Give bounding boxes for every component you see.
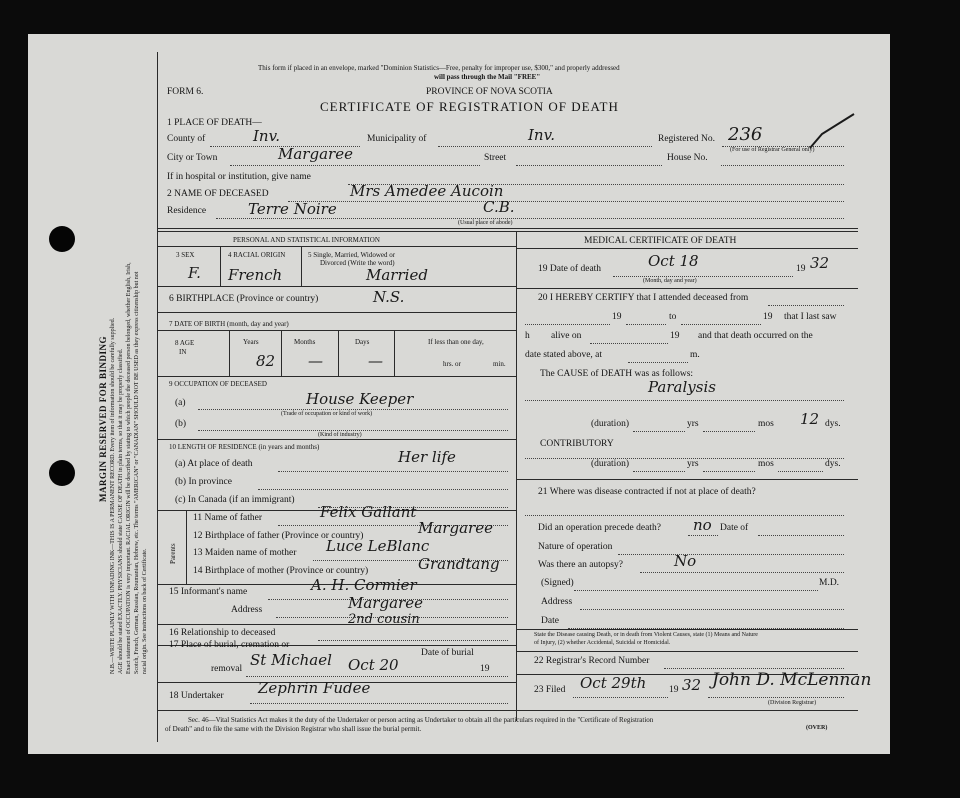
mother-value: Luce LeBlanc: [326, 537, 430, 555]
county-value: Inv.: [253, 127, 281, 145]
death-date-note: (Month, day and year): [643, 278, 697, 284]
years-value: 82: [256, 352, 276, 370]
duration-label: (duration): [591, 419, 629, 429]
months-value: —: [308, 352, 323, 370]
death-year-prefix: 19: [796, 264, 806, 274]
undertaker-value: Zephrin Fudee: [258, 679, 371, 697]
yrs-label-2: yrs: [687, 459, 699, 469]
municipality-value: Inv.: [528, 126, 556, 144]
in-canada-label: (c) In Canada (if an immigrant): [175, 495, 295, 505]
mother-label: 13 Maiden name of mother: [193, 548, 297, 558]
less-than-day-label: If less than one day,: [428, 338, 484, 346]
filed-year-value: 32: [682, 676, 702, 694]
footer-over: (OVER): [806, 725, 828, 731]
in-province-label: (b) In province: [175, 477, 232, 487]
header-notice: This form if placed in an envelope, marked "Dominion Statistics—Free, penalty for improper use, $300," and properly addressed: [258, 64, 620, 72]
cause-label: The CAUSE of DEATH was as follows:: [540, 369, 694, 379]
death-date-label: 19 Date of death: [538, 264, 602, 274]
dys-label-2: dys.: [825, 459, 841, 469]
occ-a-note: (Trade of occupation or kind of work): [281, 411, 373, 417]
days-value: —: [368, 352, 383, 370]
sex-label: 3 SEX: [176, 251, 195, 259]
registered-note: (For use of Registrar General only): [730, 147, 815, 153]
father-value: Felix Gallant: [320, 503, 417, 521]
to-19: 19: [763, 312, 773, 322]
filed-year-prefix: 19: [669, 685, 679, 695]
margin-note-3: Exact statement of OCCUPATION is very important. RACIAL ORIGIN will be described by stating to which people the deceased person belonged, whether English, Irish,: [126, 262, 132, 674]
county-label: County of: [167, 134, 206, 144]
contributory-label: CONTRIBUTORY: [540, 439, 614, 449]
city-value: Margaree: [278, 145, 353, 163]
days-label: Days: [355, 338, 370, 346]
h-alive: h: [525, 331, 530, 341]
province: PROVINCE OF NOVA SCOTIA: [426, 87, 553, 97]
alive-on: alive on: [551, 331, 582, 341]
duration-label-2: (duration): [591, 459, 629, 469]
deceased-name-label: 2 NAME OF DECEASED: [167, 189, 269, 199]
street-label: Street: [484, 153, 507, 163]
mos-label-2: mos: [758, 459, 774, 469]
margin-note-5: racial origin. See instructions on back of Certificate.: [142, 548, 148, 674]
racial-label: 4 RACIAL ORIGIN: [228, 251, 286, 259]
informant-value: A. H. Cormier: [311, 576, 417, 594]
mos-value: 12: [800, 410, 820, 428]
death-occurred: and that death occurred on the: [698, 331, 813, 341]
alive-19: 19: [670, 331, 680, 341]
operation-label: Did an operation precede death?: [538, 523, 661, 533]
age-in: IN: [179, 348, 187, 356]
occ-b-note: (Kind of industry): [318, 432, 362, 438]
operation-value: no: [693, 516, 712, 534]
father-birthplace-value: Margaree: [418, 519, 493, 537]
residence-note: (Usual place of abode): [458, 220, 513, 226]
burial-date-label: Date of burial: [421, 648, 474, 658]
house-label: House No.: [667, 153, 708, 163]
binding-hole-bottom: [49, 460, 75, 486]
header-notice-2: will pass through the Mail "FREE": [434, 73, 541, 81]
relationship-label: 16 Relationship to deceased: [169, 628, 276, 638]
deceased-name-value: Mrs Amedee Aucoin: [350, 182, 504, 200]
informant-label: 15 Informant's name: [169, 587, 248, 597]
margin-note-4: Scotch, French, German, Russian, Roumanian, Hebrew, etc. The terms "AMERICAN" or "CANADIAN" SHOULD NOT BE USED as they express citizenship but not: [134, 271, 140, 674]
from-19: 19: [612, 312, 622, 322]
occ-b: (b): [175, 419, 187, 429]
dys-label: dys.: [825, 419, 841, 429]
at-place-label: (a) At place of death: [175, 459, 253, 469]
certify-line: 20 I HEREBY CERTIFY that I attended deceased from: [538, 293, 749, 303]
medical-heading: MEDICAL CERTIFICATE OF DEATH: [584, 236, 737, 246]
min-label: min.: [493, 360, 506, 368]
where-contracted-label: 21 Where was disease contracted if not at place of death?: [538, 487, 756, 497]
form-number: FORM 6.: [167, 87, 204, 97]
occ-a: (a): [175, 398, 186, 408]
dob-label: 7 DATE OF BIRTH (month, day and year): [169, 320, 289, 328]
hospital-label: If in hospital or institution, give name: [167, 172, 311, 182]
parents-label: Parents: [169, 543, 177, 564]
division-registrar: (Division Registrar): [768, 700, 817, 706]
record-number-label: 22 Registrar's Record Number: [534, 656, 650, 666]
cause-value: Paralysis: [648, 378, 716, 396]
margin-binding-label: MARGIN RESERVED FOR BINDING: [98, 336, 108, 502]
personal-heading: PERSONAL AND STATISTICAL INFORMATION: [233, 236, 380, 244]
certificate-title: CERTIFICATE OF REGISTRATION OF DEATH: [320, 99, 619, 114]
at-place-value: Her life: [398, 448, 456, 466]
disease-note: State the Disease causing Death, or in death from Violent Causes, state (1) Means and Nature: [534, 632, 758, 638]
margin-note-2: AGE should be stated EXACTLY. PHYSICIANS should state CAUSE OF DEATH in plain terms, so that it may be properly classified.: [118, 348, 124, 674]
physician-address-label: Address: [541, 597, 573, 607]
to-label: to: [669, 312, 677, 322]
burial-place-label: 17 Place of burial, cremation or: [169, 640, 290, 650]
registered-check-mark: [804, 112, 860, 152]
registrar-signature: John D. McLennan: [712, 670, 872, 690]
filed-label: 23 Filed: [534, 685, 566, 695]
residence-label: Residence: [167, 206, 207, 216]
footer-note: Sec. 46—Vital Statistics Act makes it the duty of the Undertaker or person acting as Undertaker to obtain all the particulars required in the "Certificate of Registration: [188, 716, 654, 724]
autopsy-value: No: [674, 552, 697, 570]
father-birthplace-label: 12 Birthplace of father (Province or country): [193, 531, 364, 541]
marital-value: Married: [366, 266, 428, 284]
racial-value: French: [228, 266, 283, 284]
birthplace-label: 6 BIRTHPLACE (Province or country): [169, 294, 319, 304]
death-date-value: Oct 18: [648, 252, 699, 270]
footer-note-2: of Death" and to file the same with the Division Registrar who shall issue the burial permit.: [165, 725, 422, 733]
informant-address-label: Address: [231, 605, 263, 615]
city-label: City or Town: [167, 153, 218, 163]
filed-value: Oct 29th: [580, 674, 647, 692]
sex-value: F.: [188, 264, 201, 282]
mother-birthplace-value: Grandtang: [418, 555, 500, 573]
months-label: Months: [294, 338, 316, 346]
municipality-label: Municipality of: [367, 134, 427, 144]
occupation-value: House Keeper: [306, 390, 414, 408]
place-heading: 1 PLACE OF DEATH—: [167, 118, 262, 128]
mother-birthplace-label: 14 Birthplace of mother (Province or country): [193, 566, 369, 576]
undertaker-label: 18 Undertaker: [169, 691, 224, 701]
residence-value: Terre Noire: [248, 200, 337, 218]
yrs-label: yrs: [687, 419, 699, 429]
mos-label: mos: [758, 419, 774, 429]
birthplace-value: N.S.: [373, 288, 405, 306]
hrs-label: hrs. or: [443, 360, 461, 368]
informant-address-value: Margaree: [348, 594, 423, 612]
registered-value: 236: [728, 124, 763, 145]
residence-value-2: C.B.: [483, 198, 515, 216]
years-label: Years: [243, 338, 259, 346]
burial-place-label-2: removal: [211, 664, 243, 674]
binding-hole-top: [49, 226, 75, 252]
death-year-value: 32: [810, 254, 830, 272]
marital-label: 5 Single, Married, Widowed or: [308, 251, 396, 259]
marital-label-2: Divorced (Write the word): [320, 259, 395, 267]
md-label: M.D.: [819, 578, 840, 588]
physician-date-label: Date: [541, 616, 559, 626]
burial-year: 19: [480, 664, 490, 674]
signed-label: (Signed): [541, 578, 574, 588]
nature-of-operation-label: Nature of operation: [538, 542, 613, 552]
residence-length-label: 10 LENGTH OF RESIDENCE (in years and months): [169, 443, 320, 451]
date-of-label: Date of: [720, 523, 749, 533]
m-label: m.: [690, 350, 700, 360]
occupation-label: 9 OCCUPATION OF DECEASED: [169, 380, 267, 388]
margin-note-1: N.B.—WRITE PLAINLY WITH UNFADING INK—THIS IS A PERMANENT RECORD. Every item of information should be carefully supplied.: [110, 317, 116, 674]
death-certificate: [28, 34, 890, 754]
father-label: 11 Name of father: [193, 513, 263, 523]
age-label: 8 AGE: [175, 339, 195, 347]
date-stated: date stated above, at: [525, 350, 603, 360]
registered-label: Registered No.: [658, 134, 715, 144]
burial-date-value: Oct 20: [348, 656, 399, 674]
burial-place-value: St Michael: [250, 651, 332, 669]
last-saw: that I last saw: [784, 312, 837, 322]
autopsy-label: Was there an autopsy?: [538, 560, 623, 570]
relationship-value: 2nd cousin: [348, 612, 420, 627]
disease-note-2: of Injury, (2) whether Accidental, Suicidal or Homicidal.: [534, 640, 671, 646]
